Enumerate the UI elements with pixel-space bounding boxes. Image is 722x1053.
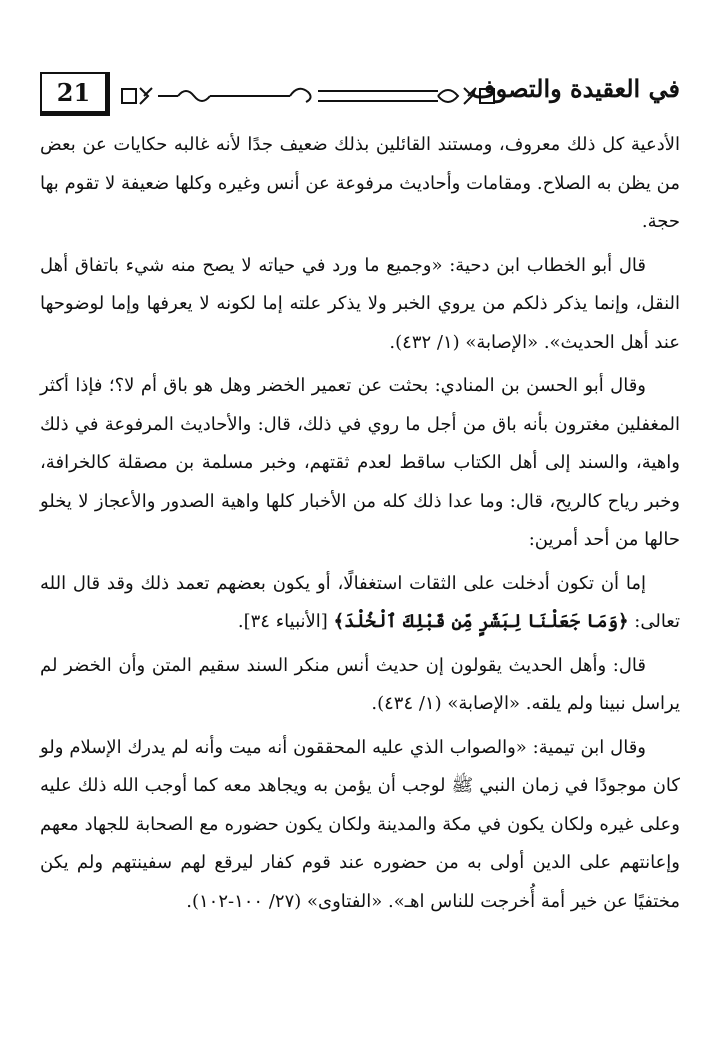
page-number: 21 — [56, 78, 91, 107]
page-header — [40, 72, 680, 124]
paragraph: الأدعية كل ذلك معروف، ومستند القائلين بذلك ضعيف جدًا لأنه غالبه حكايات عن بعض من يظن به الصلاح. ومقامات وأحاديث مرفوعة عن أنس وغيره وكلها ضعيفة لا تقوم بها حجة. — [40, 134, 680, 232]
page-number-box — [40, 72, 110, 116]
paragraph-with-quran — [40, 565, 680, 642]
paragraph: قال أبو الخطاب ابن دحية: «وجميع ما ورد في حياته لا يصح منه شيء باتفاق أهل النقل، وإنما يذكر ذلكم من يروي الخبر ولا يذكر علته إما لكونه لا يعرفها وإما لوضوحها عند أهل الحديث». «الإصابة» (١/ ٤٣٢). — [40, 254, 680, 353]
running-title: في العقيدة والتصوف — [470, 74, 680, 103]
body-text — [40, 126, 680, 921]
header-ornament — [118, 82, 498, 112]
paragraph: قال: وأهل الحديث يقولون إن حديث أنس منكر السند سقيم المتن وأن الخضر لم يراسل نبينا ولم يلقه. «الإصابة» (١/ ٤٣٤). — [40, 654, 680, 714]
quran-verse: ﴿وَمَا جَعَلْنَا لِبَشَرٍ مِّن قَبْلِكَ ٱلْخُلْدَ﴾ — [333, 611, 629, 632]
verse-reference: [الأنبياء ٣٤]. — [237, 611, 334, 632]
paragraph: وقال ابن تيمية: «والصواب الذي عليه المحققون أنه ميت وأنه لم يدرك الإسلام ولو كان موجودًا في زمان النبي ﷺ لوجب أن يؤمن به ويجاهد معه كما أوجب الله ذلك عليه وعلى غيره ولكان يكون في مكة والمدينة ولكان يكون حضوره مع الصحابة للجهاد معهم وإعانتهم على الدين أولى به من حضوره عند قوم كفار ليرقع لهم سفينتهم ولم يكن مختفيًا عن خير أمة أُخرجت للناس اهـ». «الفتاوى» (٢٧/ ١٠٠-١٠٢). — [40, 736, 680, 912]
paragraph: وقال أبو الحسن بن المنادي: بحثت عن تعمير الخضر وهل هو باق أم لا؟؛ فإذا أكثر المغفلين مغترون بأنه باق من أجل ما روي في ذلك، قال: والأحاديث المرفوعة في ذلك واهية، والسند إلى أهل الكتاب ساقط لعدم ثقتهم، وخبر مسلمة بن مصقلة كالخرافة، وخبر رياح كالريح، قال: وما عدا ذلك كله من الأخبار كلها واهية الصدور والأعجاز لا يخلو حالها من أحد أمرين: — [40, 375, 680, 550]
paragraph-text: إما أن تكون أدخلت على الثقات استغفالًا، أو يكون بعضهم تعمد ذلك وقد قال الله تعالى: — [40, 572, 680, 632]
